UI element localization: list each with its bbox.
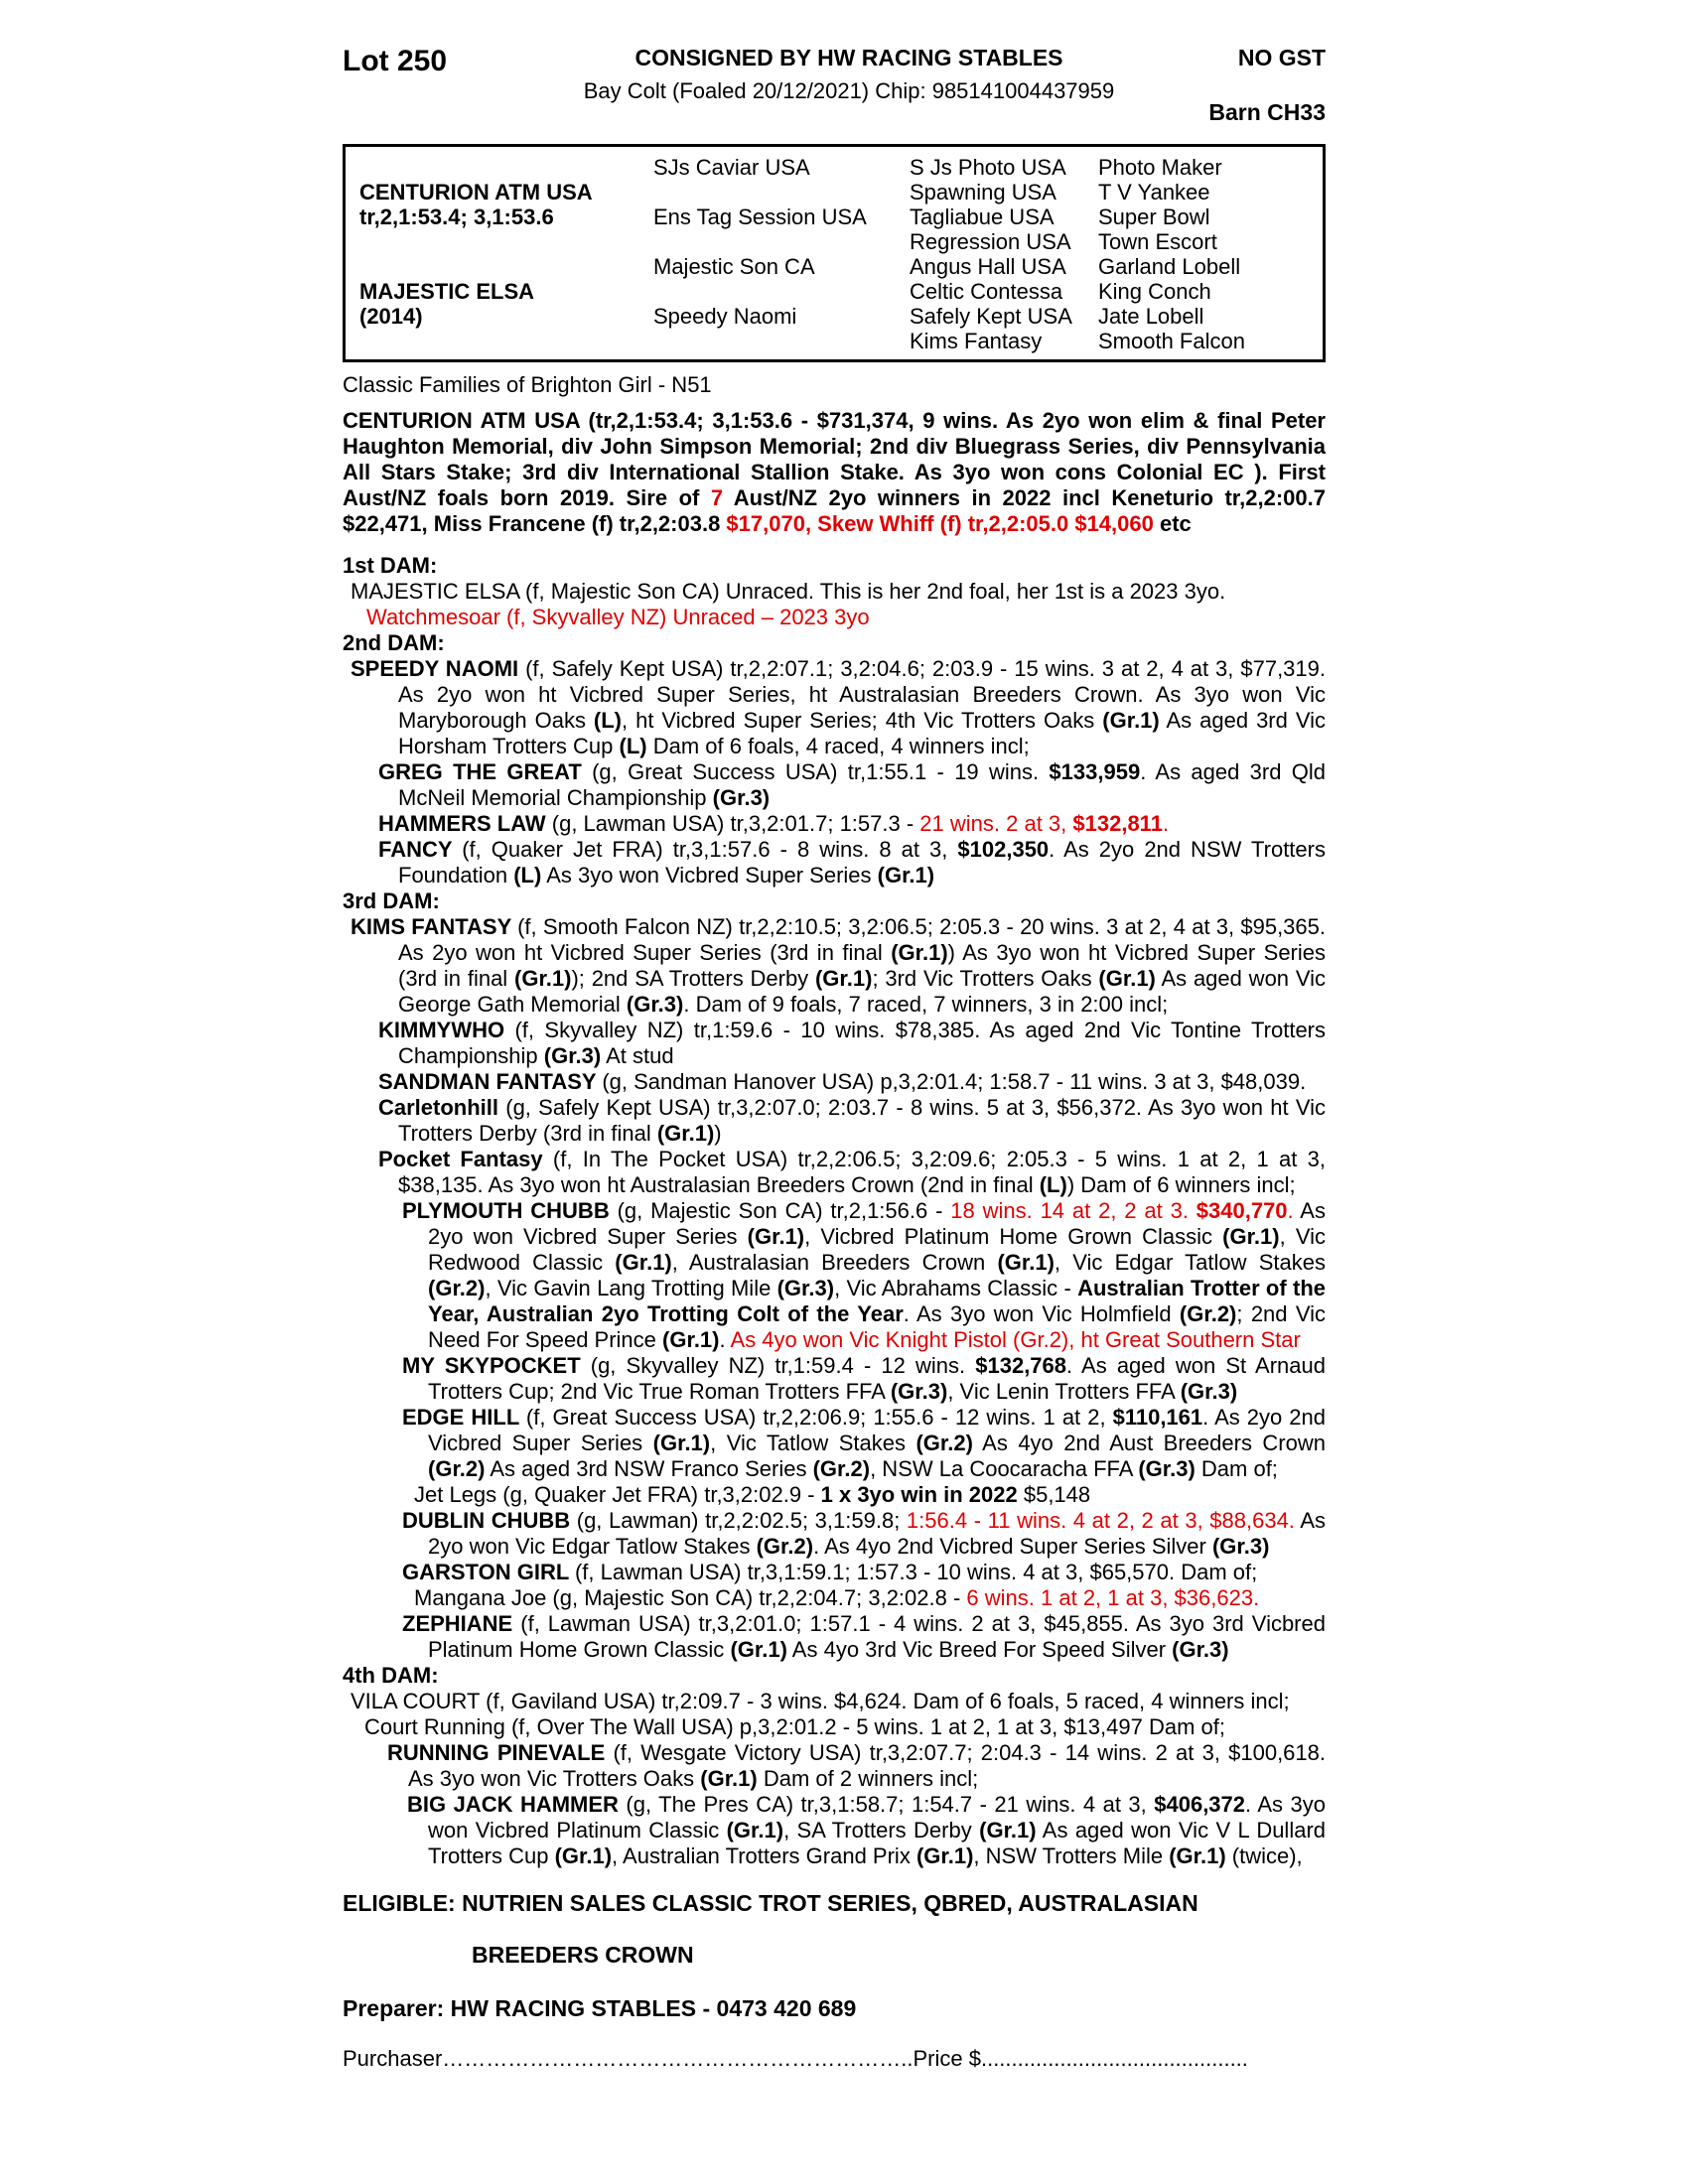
gen3-ancestor: Regression USA [910, 229, 1071, 254]
sire-summary-paragraph: CENTURION ATM USA (tr,2,1:53.4; 3,1:53.6 - $731,374, 9 wins. As 2yo won elim & final Peter Haughton Memorial, div John Simpson Memorial; 2nd div Bluegrass Series, div Pennsylvania All Stars Stake; 3rd div International Stallion Stake. As 3yo won cons Colonial EC ). First Aust/NZ foals born 2019. Sire of 7 Aust/NZ 2yo winners in 2022 incl Keneturio tr,2,2:00.7 $22,471, Miss Francene (f) tr,2,2:03.8 $17,070, Skew Whiff (f) tr,2,2:05.0 $14,060 etc [343, 408, 1326, 536]
dam1-heading: 1st DAM: [343, 553, 438, 578]
progeny-garston-girl: GARSTON GIRL (f, Lawman USA) tr,3,1:59.1; 1:57.3 - 10 wins. 4 at 3, $65,570. Dam of; [402, 1560, 1258, 1584]
gen4-ancestor: Jate Lobell [1098, 304, 1204, 329]
dam1-majestic-elsa: MAJESTIC ELSA (f, Majestic Son CA) Unraced. This is her 2nd foal, her 1st is a 2023 3yo. [351, 579, 1226, 604]
progeny-fancy: FANCY (f, Quaker Jet FRA) tr,3,1:57.6 - 8 wins. 8 at 3, $102,350. As 2yo 2nd NSW Trotters Foundation (L) As 3yo won Vicbred Super Series (Gr.1) [378, 837, 1326, 887]
gen2-sire-of-dam: Majestic Son CA [653, 254, 815, 279]
progeny-sandman-fantasy: SANDMAN FANTASY (g, Sandman Hanover USA) p,3,2:01.4; 1:58.7 - 11 wins. 3 at 3, $48,039. [378, 1069, 1307, 1094]
gen3-ancestor: Safely Kept USA [910, 304, 1072, 329]
family-line: Classic Families of Brighton Girl - N51 [343, 372, 712, 397]
progeny-running-pinevale: RUNNING PINEVALE (f, Wesgate Victory USA) tr,3,2:07.7; 2:04.3 - 14 wins. 2 at 3, $100,618. As 3yo won Vic Trotters Oaks (Gr.1) Dam of 2 winners incl; [387, 1740, 1327, 1791]
lot-number: Lot 250 [343, 45, 448, 77]
gen3-ancestor: S Js Photo USA [910, 155, 1066, 180]
dam3-kims-fantasy: KIMS FANTASY (f, Smooth Falcon NZ) tr,2,2:10.5; 3,2:06.5; 2:05.3 - 20 wins. 3 at 2, 4 at 3, $95,365. As 2yo won ht Vicbred Super Series (3rd in final (Gr.1)) As 3yo won ht Vicbred Super Series (3rd in final (Gr.1)); 2nd SA Trotters Derby (Gr.1); 3rd Vic Trotters Oaks (Gr.1) As aged won Vic George Gath Memorial (Gr.3). Dam of 9 foals, 7 raced, 7 winners, 3 in 2:00 incl; [351, 914, 1327, 1017]
dam4-vila-court: VILA COURT (f, Gaviland USA) tr,2:09.7 - 3 wins. $4,624. Dam of 6 foals, 5 raced, 4 winners incl; [351, 1689, 1290, 1713]
dam-year: (2014) [359, 304, 423, 329]
sire-record: tr,2,1:53.4; 3,1:53.6 [359, 205, 554, 229]
progeny-mangana-joe: Mangana Joe (g, Majestic Son CA) tr,2,2:04.7; 3,2:02.8 - 6 wins. 1 at 2, 1 at 3, $36,623. [414, 1585, 1260, 1610]
gen4-ancestor: King Conch [1098, 279, 1211, 304]
progeny-edge-hill: EDGE HILL (f, Great Success USA) tr,2,2:06.9; 1:55.6 - 12 wins. 1 at 2, $110,161. As 2yo 2nd Vicbred Super Series (Gr.1), Vic Tatlow Stakes (Gr.2) As 4yo 2nd Aust Breeders Crown (Gr.2) As aged 3rd NSW Franco Series (Gr.2), NSW La Coocaracha FFA (Gr.3) Dam of; [402, 1405, 1326, 1481]
purchaser-price-line: Purchaser………………………………………………………..Price $............................................ [343, 2046, 1248, 2071]
gen4-ancestor: Super Bowl [1098, 205, 1210, 229]
gen3-ancestor: Angus Hall USA [910, 254, 1066, 279]
gst-status: NO GST [1237, 45, 1326, 70]
gen4-ancestor: Photo Maker [1098, 155, 1222, 180]
gen3-ancestor: Spawning USA [910, 180, 1056, 205]
progeny-my-skypocket: MY SKYPOCKET (g, Skyvalley NZ) tr,1:59.4 - 12 wins. $132,768. As aged won St Arnaud Trotters Cup; 2nd Vic True Roman Trotters FFA (Gr.3), Vic Lenin Trotters FFA (Gr.3) [402, 1353, 1326, 1404]
progeny-greg-the-great: GREG THE GREAT (g, Great Success USA) tr,1:55.1 - 19 wins. $133,959. As aged 3rd Qld McNeil Memorial Championship (Gr.3) [378, 759, 1326, 810]
consignor-line: CONSIGNED BY HW RACING STABLES [634, 45, 1063, 70]
dam4-heading: 4th DAM: [343, 1663, 439, 1688]
preparer-line: Preparer: HW RACING STABLES - 0473 420 689 [343, 1995, 857, 2021]
progeny-hammers-law: HAMMERS LAW (g, Lawman USA) tr,3,2:01.7; 1:57.3 - 21 wins. 2 at 3, $132,811. [378, 811, 1170, 836]
gen2-dam-of-dam: Speedy Naomi [653, 304, 797, 329]
header [343, 45, 1326, 126]
dam2-heading: 2nd DAM: [343, 630, 445, 655]
progeny-pocket-fantasy: Pocket Fantasy (f, In The Pocket USA) tr,2,2:06.5; 3,2:09.6; 2:05.3 - 5 wins. 1 at 2, 1 at 3, $38,135. As 3yo won ht Australasian Breeders Crown (2nd in final (L)) Dam of 6 winners incl; [378, 1147, 1327, 1197]
header-right [1137, 45, 1326, 126]
foal-watchmesoar: Watchmesoar (f, Skyvalley NZ) Unraced – 2023 3yo [366, 605, 870, 629]
gen2-dam-of-sire: Ens Tag Session USA [653, 205, 867, 229]
progeny-carletonhill: Carletonhill (g, Safely Kept USA) tr,3,2:07.0; 2:03.7 - 8 wins. 5 at 3, $56,372. As 3yo won ht Vic Trotters Derby (3rd in final (Gr.1)) [378, 1095, 1326, 1146]
progeny-big-jack-hammer: BIG JACK HAMMER (g, The Pres CA) tr,3,1:58.7; 1:54.7 - 21 wins. 4 at 3, $406,372. As 3yo won Vicbred Platinum Classic (Gr.1), SA Trotters Derby (Gr.1) As aged won Vic V L Dullard Trotters Cup (Gr.1), Australian Trotters Grand Prix (Gr.1), NSW Trotters Mile (Gr.1) (twice), [407, 1792, 1327, 1868]
gen4-ancestor: Town Escort [1098, 229, 1217, 254]
gen4-ancestor: Garland Lobell [1098, 254, 1241, 279]
foaling-line: Bay Colt (Foaled 20/12/2021) Chip: 985141004437959 [583, 78, 1115, 103]
pedigree-table [343, 144, 1326, 362]
dam-name: MAJESTIC ELSA [359, 279, 535, 304]
progeny-dublin-chubb: DUBLIN CHUBB (g, Lawman) tr,2,2:02.5; 3,1:59.8; 1:56.4 - 11 wins. 4 at 2, 2 at 3, $88,634. As 2yo won Vic Edgar Tatlow Stakes (Gr.2). As 4yo 2nd Vicbred Super Series Silver (Gr.3) [402, 1508, 1327, 1559]
eligibility-line2: BREEDERS CROWN [472, 1942, 694, 1968]
dam3-heading: 3rd DAM: [343, 888, 440, 913]
progeny-zephiane: ZEPHIANE (f, Lawman USA) tr,3,2:01.0; 1:57.1 - 4 wins. 2 at 3, $45,855. As 3yo 3rd Vicbred Platinum Home Grown Classic (Gr.1) As 4yo 3rd Vic Breed For Speed Silver (Gr.3) [402, 1611, 1326, 1662]
progeny-plymouth-chubb: PLYMOUTH CHUBB (g, Majestic Son CA) tr,2,1:56.6 - 18 wins. 14 at 2, 2 at 3. $340,770. As 2yo won Vicbred Super Series (Gr.1), Vicbred Platinum Home Grown Classic (Gr.1), Vic Redwood Classic (Gr.1), Australasian Breeders Crown (Gr.1), Vic Edgar Tatlow Stakes (Gr.2), Vic Gavin Lang Trotting Mile (Gr.3), Vic Abrahams Classic - Australian Trotter of the Year, Australian 2yo Trotting Colt of the Year. As 3yo won Vic Holmfield (Gr.2); 2nd Vic Need For Speed Prince (Gr.1). As 4yo won Vic Knight Pistol (Gr.2), ht Great Southern Star [402, 1198, 1327, 1352]
page-content [343, 45, 1326, 2094]
gen4-ancestor: Smooth Falcon [1098, 329, 1245, 353]
gen3-ancestor: Tagliabue USA [910, 205, 1055, 229]
gen2-sire-of-sire: SJs Caviar USA [653, 155, 810, 180]
dam2-speedy-naomi: SPEEDY NAOMI (f, Safely Kept USA) tr,2,2:07.1; 3,2:04.6; 2:03.9 - 15 wins. 3 at 2, 4 at 3, $77,319. As 2yo won ht Vicbred Super Series, ht Australasian Breeders Crown. As 3yo won Vic Maryborough Oaks (L), ht Vicbred Super Series; 4th Vic Trotters Oaks (Gr.1) As aged 3rd Vic Horsham Trotters Cup (L) Dam of 6 foals, 4 raced, 4 winners incl; [351, 656, 1327, 758]
gen3-ancestor: Celtic Contessa [910, 279, 1063, 304]
barn-number: Barn CH33 [1208, 99, 1326, 125]
sire-name: CENTURION ATM USA [359, 180, 593, 205]
header-center [561, 45, 1137, 104]
gen4-ancestor: T V Yankee [1098, 180, 1210, 205]
gen3-ancestor: Kims Fantasy [910, 329, 1043, 353]
progeny-kimmywho: KIMMYWHO (f, Skyvalley NZ) tr,1:59.6 - 10 wins. $78,385. As aged 2nd Vic Tontine Trotters Championship (Gr.3) At stud [378, 1018, 1327, 1068]
eligibility-line1: ELIGIBLE: NUTRIEN SALES CLASSIC TROT SERIES, QBRED, AUSTRALASIAN [343, 1890, 1198, 1916]
progeny-court-running: Court Running (f, Over The Wall USA) p,3,2:01.2 - 5 wins. 1 at 2, 1 at 3, $13,497 Dam of; [364, 1714, 1225, 1739]
progeny-jet-legs: Jet Legs (g, Quaker Jet FRA) tr,3,2:02.9 - 1 x 3yo win in 2022 $5,148 [414, 1482, 1091, 1507]
